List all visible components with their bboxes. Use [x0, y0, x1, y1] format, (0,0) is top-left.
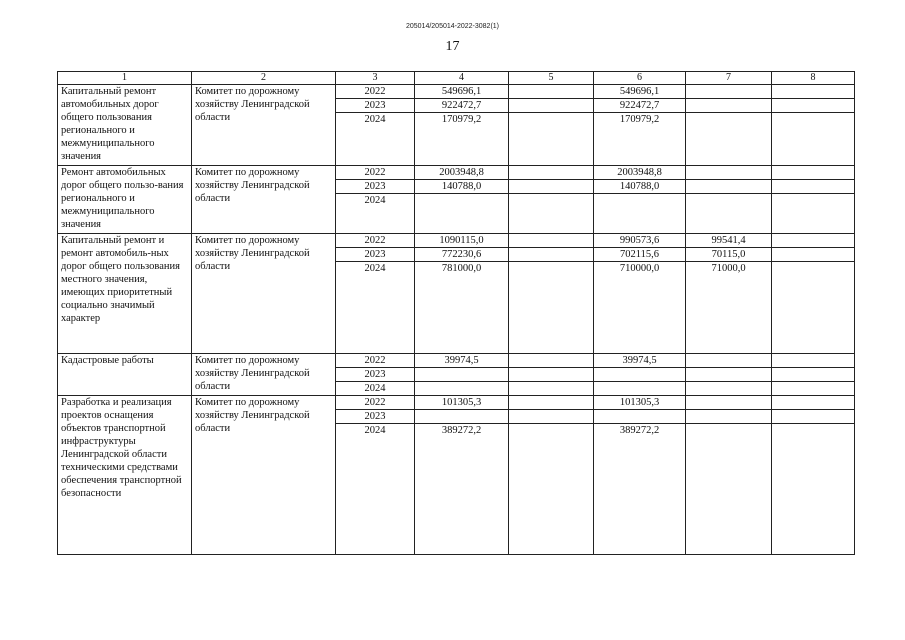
local-cell: 71000,0	[686, 262, 772, 354]
measure-name: Кадастровые работы	[58, 354, 192, 396]
table-row	[58, 234, 855, 248]
local-cell	[686, 166, 772, 180]
column-header: 3	[336, 72, 415, 85]
responsible-agency: Комитет по дорожному хозяйству Ленинградской области	[192, 85, 336, 166]
total-cell: 39974,5	[415, 354, 509, 368]
year-cell: 2022	[336, 85, 415, 99]
other-cell	[772, 354, 855, 368]
total-cell	[415, 382, 509, 396]
table-row	[58, 354, 855, 368]
total-cell: 781000,0	[415, 262, 509, 354]
federal-cell	[509, 180, 594, 194]
regional-cell	[594, 410, 686, 424]
other-cell	[772, 248, 855, 262]
regional-cell: 39974,5	[594, 354, 686, 368]
local-cell	[686, 99, 772, 113]
other-cell	[772, 166, 855, 180]
total-cell: 140788,0	[415, 180, 509, 194]
federal-cell	[509, 368, 594, 382]
other-cell	[772, 410, 855, 424]
other-cell	[772, 113, 855, 166]
local-cell	[686, 424, 772, 555]
column-header: 1	[58, 72, 192, 85]
other-cell	[772, 396, 855, 410]
federal-cell	[509, 234, 594, 248]
measure-name: Капитальный ремонт автомобильных дорог общего пользования регионального и межмуниципального значения	[58, 85, 192, 166]
federal-cell	[509, 262, 594, 354]
measure-name: Капитальный ремонт и ремонт автомобиль-ных дорог общего пользования местного значения, имеющих приоритетный социально значимый характер	[58, 234, 192, 354]
regional-cell: 702115,6	[594, 248, 686, 262]
other-cell	[772, 382, 855, 396]
year-cell: 2023	[336, 99, 415, 113]
regional-cell: 2003948,8	[594, 166, 686, 180]
column-header: 8	[772, 72, 855, 85]
year-cell: 2024	[336, 262, 415, 354]
column-number-row	[58, 72, 855, 85]
local-cell	[686, 382, 772, 396]
regional-cell	[594, 382, 686, 396]
total-cell: 772230,6	[415, 248, 509, 262]
measure-name: Ремонт автомобильных дорог общего пользо-вания регионального и межмуниципального значения	[58, 166, 192, 234]
table-row	[58, 396, 855, 410]
federal-cell	[509, 410, 594, 424]
total-cell: 922472,7	[415, 99, 509, 113]
total-cell: 101305,3	[415, 396, 509, 410]
federal-cell	[509, 99, 594, 113]
measure-name: Разработка и реализация проектов оснащения объектов транспортной инфраструктуры Ленинградской области техническими средствами обеспечения транспортной безопасности	[58, 396, 192, 555]
federal-cell	[509, 354, 594, 368]
local-cell	[686, 113, 772, 166]
federal-cell	[509, 194, 594, 234]
local-cell	[686, 85, 772, 99]
regional-cell	[594, 194, 686, 234]
year-cell: 2022	[336, 396, 415, 410]
column-header: 4	[415, 72, 509, 85]
federal-cell	[509, 85, 594, 99]
other-cell	[772, 180, 855, 194]
other-cell	[772, 368, 855, 382]
responsible-agency: Комитет по дорожному хозяйству Ленинградской области	[192, 354, 336, 396]
local-cell: 70115,0	[686, 248, 772, 262]
regional-cell: 101305,3	[594, 396, 686, 410]
local-cell: 99541,4	[686, 234, 772, 248]
year-cell: 2024	[336, 194, 415, 234]
federal-cell	[509, 248, 594, 262]
federal-cell	[509, 113, 594, 166]
federal-cell	[509, 382, 594, 396]
table-row	[58, 85, 855, 99]
federal-cell	[509, 396, 594, 410]
federal-cell	[509, 166, 594, 180]
document-id: 205014/205014-2022-3082(1)	[405, 23, 500, 30]
column-header: 2	[192, 72, 336, 85]
year-cell: 2023	[336, 180, 415, 194]
table-row	[58, 166, 855, 180]
other-cell	[772, 99, 855, 113]
other-cell	[772, 262, 855, 354]
federal-cell	[509, 424, 594, 555]
local-cell	[686, 194, 772, 234]
total-cell: 549696,1	[415, 85, 509, 99]
responsible-agency: Комитет по дорожному хозяйству Ленинградской области	[192, 396, 336, 555]
total-cell: 1090115,0	[415, 234, 509, 248]
year-cell: 2024	[336, 382, 415, 396]
year-cell: 2023	[336, 410, 415, 424]
budget-table	[57, 71, 855, 555]
column-header: 6	[594, 72, 686, 85]
regional-cell: 710000,0	[594, 262, 686, 354]
column-header: 5	[509, 72, 594, 85]
page-number: 17	[445, 39, 460, 54]
year-cell: 2022	[336, 234, 415, 248]
regional-cell: 389272,2	[594, 424, 686, 555]
responsible-agency: Комитет по дорожному хозяйству Ленинградской области	[192, 166, 336, 234]
regional-cell: 990573,6	[594, 234, 686, 248]
year-cell: 2022	[336, 166, 415, 180]
local-cell	[686, 180, 772, 194]
total-cell	[415, 194, 509, 234]
regional-cell: 922472,7	[594, 99, 686, 113]
year-cell: 2023	[336, 248, 415, 262]
regional-cell: 170979,2	[594, 113, 686, 166]
regional-cell: 549696,1	[594, 85, 686, 99]
column-header: 7	[686, 72, 772, 85]
local-cell	[686, 396, 772, 410]
regional-cell	[594, 368, 686, 382]
total-cell	[415, 368, 509, 382]
year-cell: 2024	[336, 424, 415, 555]
regional-cell: 140788,0	[594, 180, 686, 194]
local-cell	[686, 368, 772, 382]
responsible-agency: Комитет по дорожному хозяйству Ленинградской области	[192, 234, 336, 354]
other-cell	[772, 234, 855, 248]
total-cell	[415, 410, 509, 424]
year-cell: 2024	[336, 113, 415, 166]
total-cell: 389272,2	[415, 424, 509, 555]
year-cell: 2022	[336, 354, 415, 368]
total-cell: 2003948,8	[415, 166, 509, 180]
local-cell	[686, 410, 772, 424]
other-cell	[772, 194, 855, 234]
other-cell	[772, 424, 855, 555]
local-cell	[686, 354, 772, 368]
total-cell: 170979,2	[415, 113, 509, 166]
other-cell	[772, 85, 855, 99]
year-cell: 2023	[336, 368, 415, 382]
